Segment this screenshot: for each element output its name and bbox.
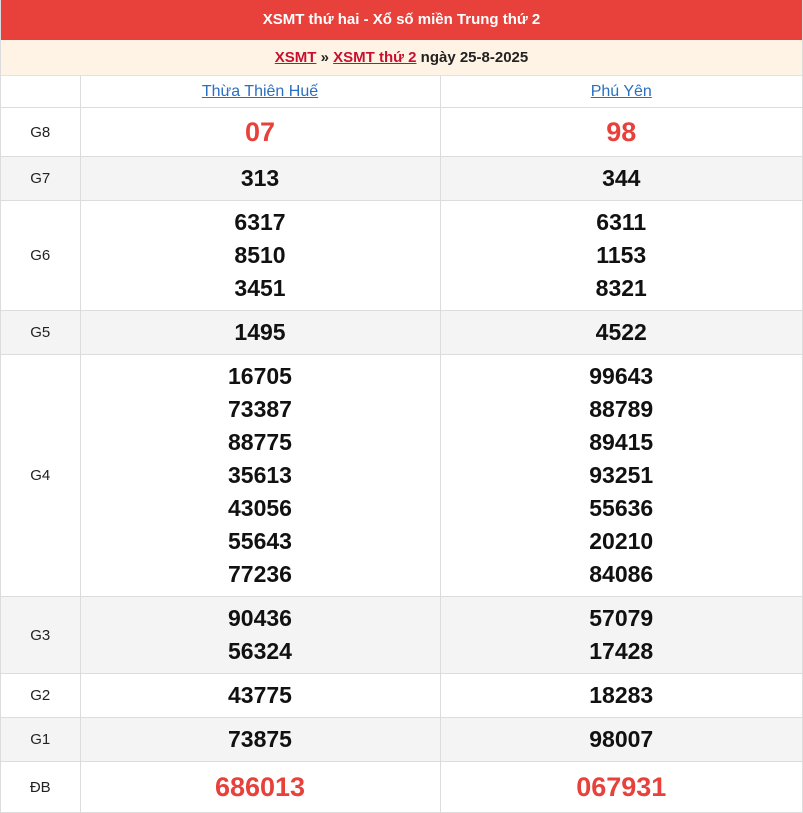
- prize-label: G3: [1, 597, 80, 674]
- prize-row-g3: [1, 597, 802, 674]
- prize-number: 6317: [234, 209, 286, 235]
- prize-cell: [80, 718, 440, 762]
- prize-number: 1495: [234, 319, 286, 345]
- prize-cell: [80, 157, 440, 201]
- prize-number: 90436: [228, 605, 292, 631]
- prize-label: G1: [1, 718, 80, 762]
- breadcrumb-link-xsmt[interactable]: XSMT: [274, 49, 317, 66]
- prize-number: 067931: [576, 771, 667, 802]
- prize-row-g2: [1, 674, 802, 718]
- prize-label: G4: [1, 355, 80, 597]
- prize-number: 43775: [228, 682, 292, 708]
- prize-number: 55636: [589, 495, 654, 521]
- prize-number: 73875: [228, 726, 292, 752]
- prize-cell: [440, 108, 802, 157]
- prize-cell: [80, 597, 440, 674]
- prize-row-g5: [1, 311, 802, 355]
- prize-number: 88775: [228, 429, 292, 455]
- breadcrumb-separator: »: [320, 49, 329, 66]
- province-header-cell: [440, 76, 802, 108]
- prize-row-special: [1, 762, 802, 813]
- prize-row-g7: [1, 157, 802, 201]
- prize-number: 88789: [589, 396, 654, 422]
- prize-cell: [440, 674, 802, 718]
- prize-number: 16705: [228, 363, 292, 389]
- prize-cell: [440, 762, 802, 813]
- prize-number: 20210: [589, 528, 654, 554]
- prize-cell: [80, 762, 440, 813]
- prize-label: ĐB: [1, 762, 80, 813]
- prize-cell: [80, 674, 440, 718]
- prize-number: 4522: [595, 319, 647, 345]
- prize-number: 6311: [596, 209, 647, 235]
- prize-number: 73387: [228, 396, 292, 422]
- prize-cell: [440, 311, 802, 355]
- prize-number: 07: [244, 116, 276, 147]
- prize-cell: [80, 108, 440, 157]
- prize-number: 18283: [589, 682, 654, 708]
- prize-row-g1: [1, 718, 802, 762]
- prize-cell: [440, 718, 802, 762]
- breadcrumb-date: ngày 25-8-2025: [420, 49, 529, 66]
- prize-row-g8: [1, 108, 802, 157]
- prize-number: 56324: [228, 638, 292, 664]
- breadcrumb: [1, 40, 802, 76]
- prize-number: 57079: [589, 605, 654, 631]
- prize-number: 99643: [589, 363, 654, 389]
- prize-cell: [80, 201, 440, 311]
- prize-label: G2: [1, 674, 80, 718]
- prize-number: 98: [606, 116, 637, 147]
- prize-number: 55643: [228, 528, 292, 554]
- prize-cell: [80, 311, 440, 355]
- prize-row-g6: [1, 201, 802, 311]
- prize-number: 686013: [214, 771, 306, 802]
- province-header-row: [1, 76, 802, 108]
- prize-number: 89415: [589, 429, 654, 455]
- prize-cell: [440, 157, 802, 201]
- breadcrumb-link-xsmt-thu-2[interactable]: XSMT thứ 2: [333, 49, 417, 66]
- prize-cell: [440, 201, 802, 311]
- province-link-thua-thien-hue[interactable]: Thừa Thiên Huế: [201, 82, 319, 100]
- prize-number: 8510: [234, 242, 286, 268]
- prize-cell: [440, 597, 802, 674]
- prize-label: G8: [1, 108, 80, 157]
- prize-number: 3451: [234, 275, 286, 301]
- province-header-cell: [80, 76, 440, 108]
- prize-number: 344: [602, 165, 641, 191]
- corner-cell: [1, 76, 80, 108]
- prize-row-g4: [1, 355, 802, 597]
- prize-number: 98007: [589, 726, 654, 752]
- prize-cell: [80, 355, 440, 597]
- prize-number: 1153: [596, 242, 647, 268]
- page-title: XSMT thứ hai - Xổ số miền Trung thứ 2: [1, 0, 802, 40]
- prize-number: 84086: [589, 561, 654, 587]
- province-link-phu-yen[interactable]: Phú Yên: [590, 82, 652, 100]
- prize-number: 35613: [228, 462, 292, 488]
- prize-cell: [440, 355, 802, 597]
- prize-label: G7: [1, 157, 80, 201]
- prize-label: G6: [1, 201, 80, 311]
- prize-number: 93251: [589, 462, 654, 488]
- results-table: [1, 76, 802, 813]
- prize-label: G5: [1, 311, 80, 355]
- prize-number: 313: [240, 165, 280, 191]
- prize-number: 17428: [589, 638, 654, 664]
- prize-number: 77236: [228, 561, 292, 587]
- prize-number: 8321: [595, 275, 647, 301]
- prize-number: 43056: [228, 495, 292, 521]
